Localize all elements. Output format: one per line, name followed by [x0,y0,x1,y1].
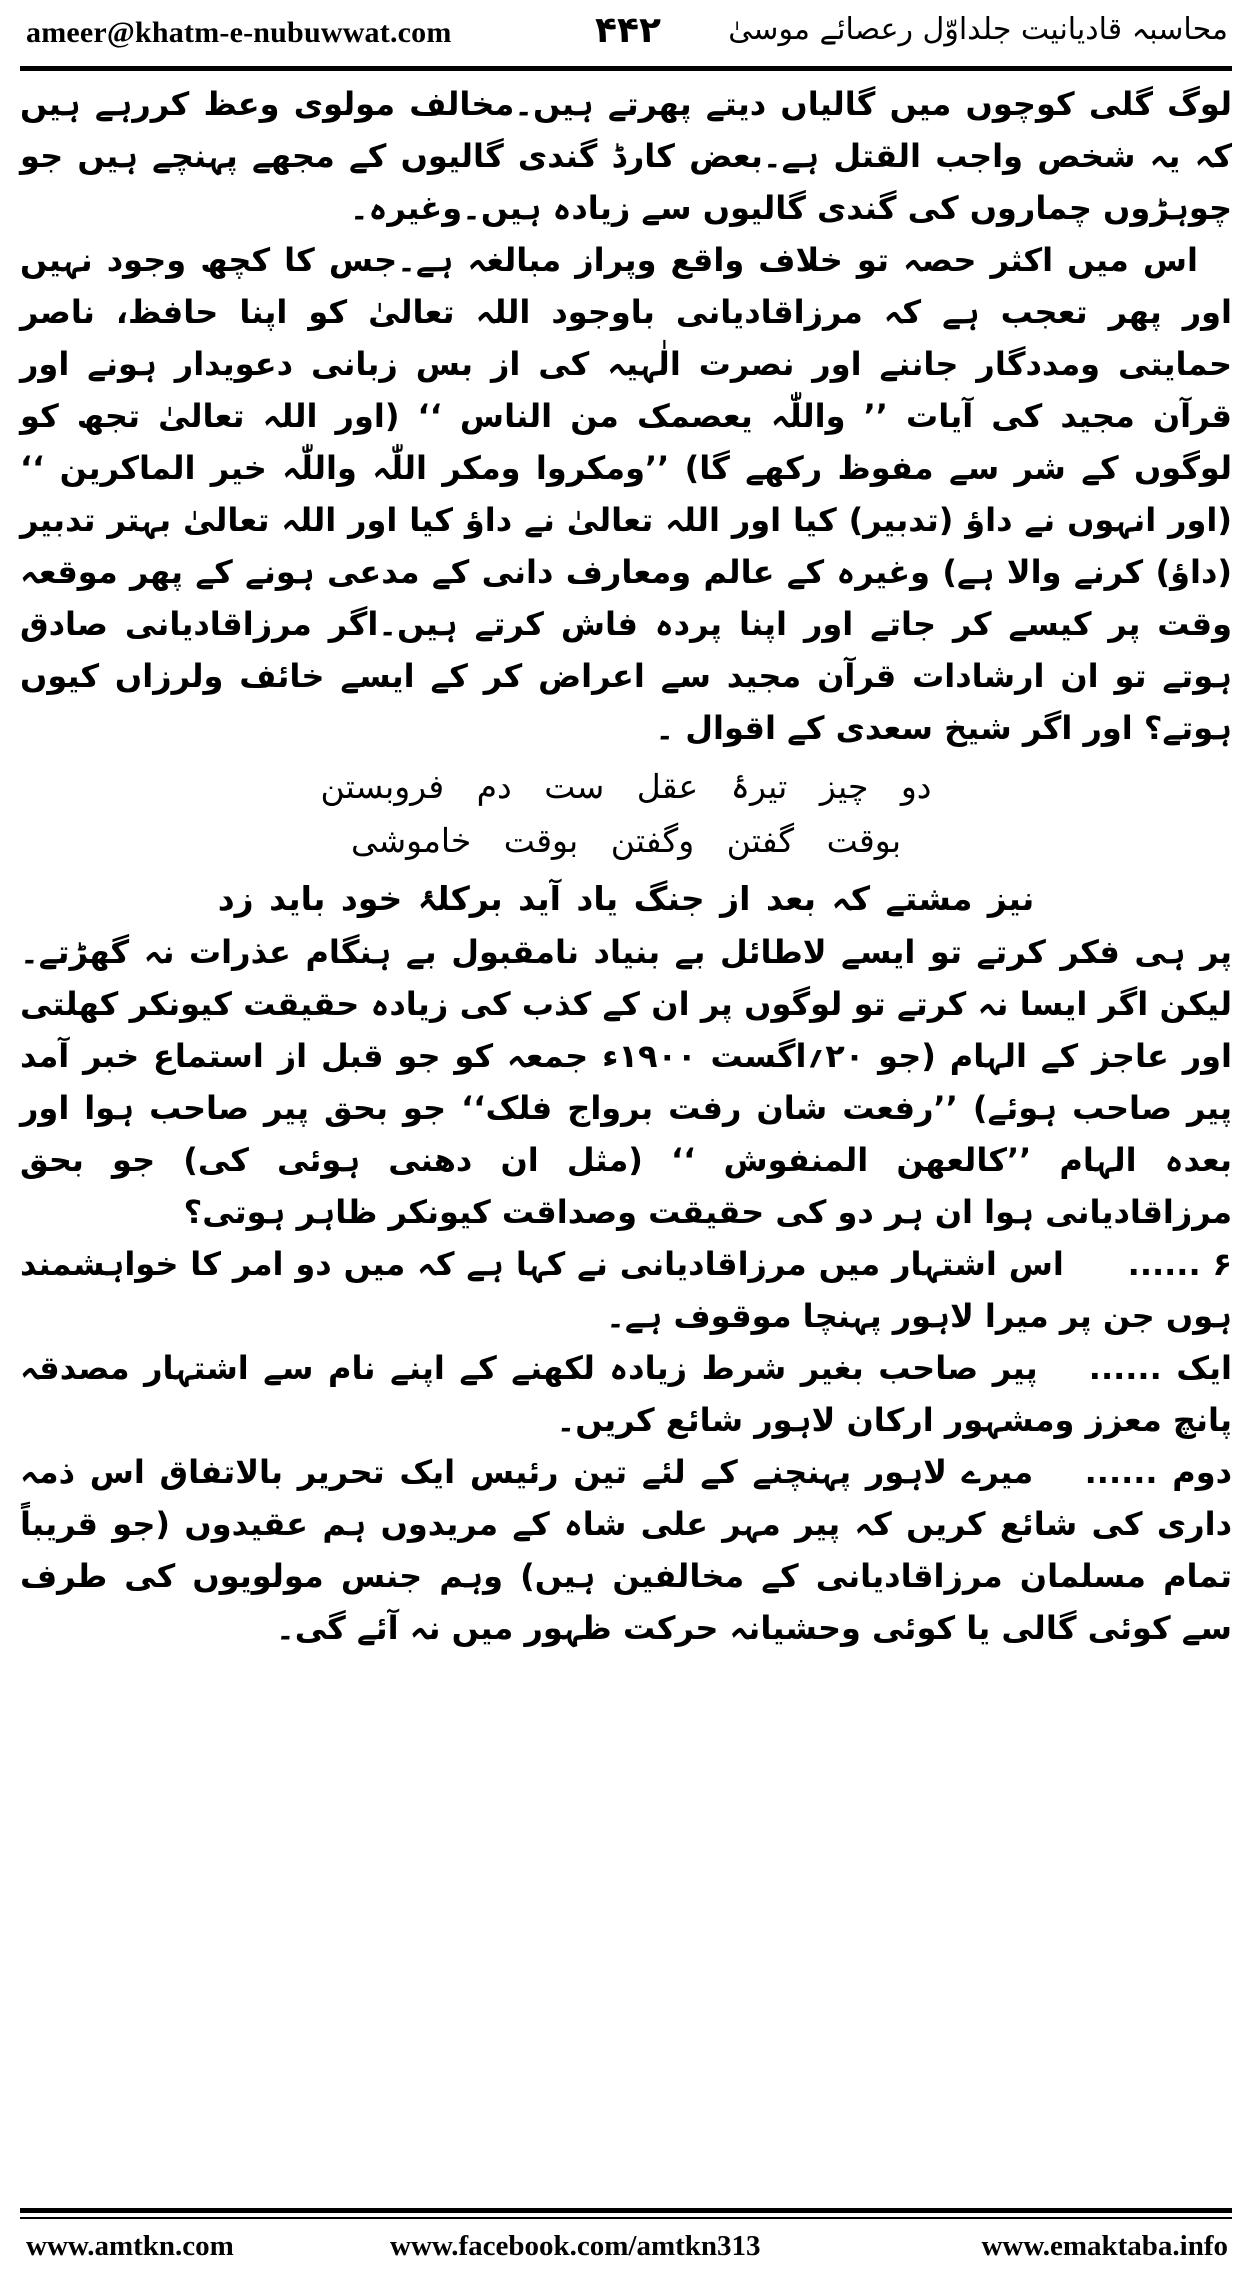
page-body [20,78,1232,1654]
item-label: ایک ...... [1088,1349,1233,1387]
item-text: میرے لاہور پہنچنے کے لئے تین رئیس ایک تحریر بالاتفاق اس ذمہ داری کی شائع کریں کہ پیر مہر علی شاہ کے مریدوں ہم عقیدوں (جو قریباً تمام مسلمان مرزاقادیانی کے مخالفین ہیں) وہم جنس مولویوں کی طرف سے کوئی گالی یا کوئی وحشیانہ حرکت ظہور میں نہ آئے گی۔ [20,1453,1232,1647]
footer-rule-thick [20,2208,1232,2213]
paragraph-2: اس میں اکثر حصہ تو خلاف واقع وپراز مبالغہ ہے۔جس کا کچھ وجود نہیں اور پھر تعجب ہے کہ مرزاقادیانی باوجود اللہ تعالیٰ کو اپنا حافظ، ناصر حمایتی ومددگار جاننے اور نصرت الٰہیہ کی از بس زبانی دعویدار ہونے اور قرآن مجید کی آیات ’’ واللّٰہ یعصمک من الناس ‘‘ (اور اللہ تعالیٰ تجھ کو لوگوں کے شر سے مفوظ رکھے گا) ’’ومکروا ومکر اللّٰہ واللّٰہ خیر الماکرین ‘‘ (اور انہوں نے داؤ (تدبیر) کیا اور اللہ تعالیٰ نے داؤ کیا اور اللہ تعالیٰ بہتر تدبیر (داؤ) کرنے والا ہے) وغیرہ کے عالم ومعارف دانی کے مدعی ہونے کے پھر موقعہ وقت پر کیسے کر جاتے اور اپنا پردہ فاش کرتے ہیں۔اگر مرزاقادیانی صادق ہوتے تو ان ارشادات قرآن مجید سے اعراض کر کے ایسے خائف ولرزاں کیوں ہوتے؟ اور اگر شیخ سعدی کے اقوال ۔ [20,241,1232,747]
page-header [20,6,1232,64]
footer-link-facebook[interactable]: www.facebook.com/amtkn313 [390,2230,761,2262]
persian-verse [20,760,1232,926]
page-footer [20,2226,1232,2270]
page-number: ۴۴۲ [595,10,661,51]
footer-link-amtkn[interactable]: www.amtkn.com [26,2230,234,2262]
item-second [20,1446,1232,1654]
verse-line-1: دو چیز تیرۂ عقل ست دم فروبستن [320,767,932,806]
item-text: اس اشتہار میں مرزاقادیانی نے کہا ہے کہ میں دو امر کا خواہشمند ہوں جن پر میرا لاہور پہنچا موقوف ہے۔ [20,1245,1232,1335]
footer-rule-thin [20,2217,1232,2219]
item-text: پیر صاحب بغیر شرط زیادہ لکھنے کے اپنے نام سے اشتہار مصدقہ پانچ معزز ومشہور ارکان لاہور شائع کریں۔ [20,1349,1232,1439]
item-label: دوم ...... [1084,1453,1233,1491]
paragraph-1: لوگ گلی کوچوں میں گالیاں دیتے پھرتے ہیں۔مخالف مولوی وعظ کررہے ہیں کہ یہ شخص واجب القتل ہے۔بعض کارڈ گندی گالیوں کے مجھے پہنچے ہیں جو چوہڑوں چماروں کی گندی گالیوں سے زیادہ ہیں۔وغیرہ۔ [20,85,1232,227]
item-label: ۶ ...... [1127,1245,1233,1283]
paragraph-3: پر ہی فکر کرتے تو ایسے لاطائل بے بنیاد نامقبول بے ہنگام عذرات نہ گھڑتے۔لیکن اگر ایسا نہ کرتے تو لوگوں پر ان کے کذب کی زیادہ حقیقت کیونکر کھلتی اور عاجز کے الہام (جو ۲۰؍اگست ۱۹۰۰ء جمعہ کو جو قبل از استماع خبر آمد پیر صاحب ہوئے) ’’رفعت شان رفت برواج فلک‘‘ جو بحق پیر صاحب ہوا اور بعدہ الہام ’’کالعھن المنفوش ‘‘ (مثل ان دھنی ہوئی کی) جو بحق مرزاقادیانی ہوا ان ہر دو کی حقیقت وصداقت کیونکر ظاہر ہوتی؟ [20,933,1233,1231]
book-title: محاسبہ قادیانیت جلداوّل رعصائے موسیٰ [728,12,1228,47]
verse-line-3: نیز مشتے کہ بعد از جنگ یاد آید برکلۂ خود باید زد [217,879,1035,918]
header-rule [20,66,1232,71]
header-email[interactable]: ameer@khatm-e-nubuwwat.com [26,16,452,49]
numbered-item-6 [20,1238,1232,1342]
verse-line-2: بوقت گفتن وگفتن بوقت خاموشی [350,821,902,860]
footer-link-emaktaba[interactable]: www.emaktaba.info [981,2230,1228,2262]
item-first [20,1342,1232,1446]
